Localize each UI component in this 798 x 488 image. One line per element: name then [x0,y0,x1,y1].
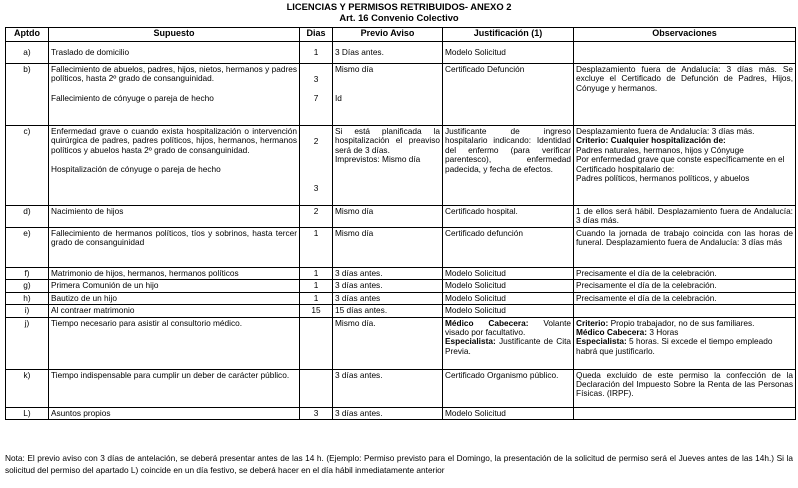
supuesto-cell [49,64,300,126]
header-observaciones: Observaciones [574,28,796,42]
justificacion-line [445,337,571,356]
justificacion-cell: Modelo Solicitud [443,280,574,292]
header-justificacion: Justificación (1) [443,28,574,42]
dias-cell: 1 [300,280,333,292]
supuesto-line: Hospitalización de cónyuge o pareja de hecho [51,164,221,175]
dias-cell [300,369,333,407]
dias-value: 2 [313,136,319,146]
previo-cell: 3 días antes. [333,407,443,419]
dias-value: 3 [313,183,319,194]
dias-cell: 15 [300,305,333,317]
aptdo-cell: i) [6,305,49,317]
aptdo-cell: L) [6,407,49,419]
table-row [6,206,796,228]
aptdo-cell: h) [6,292,49,304]
observaciones-cell: Precisamente el día de la celebración. [574,268,796,280]
observaciones-cell: Precisamente el día de la celebración. [574,292,796,304]
observaciones-criterio: Criterio: Cualquier hospitalización de: [576,135,726,146]
document-title: LICENCIAS Y PERMISOS RETRIBUIDOS- ANEXO 2 [286,1,512,12]
supuesto-cell: Bautizo de un hijo [49,292,300,304]
justificacion-line [445,319,571,338]
previo-cell: Mismo día. [333,317,443,369]
previo-cell: Mismo día [333,206,443,228]
previo-cell: 3 Días antes. [333,42,443,64]
aptdo-cell: b) [6,64,49,126]
previo-cell: 3 días antes. [333,369,443,407]
dias-cell: 1 [300,42,333,64]
previo-cell [333,126,443,206]
observaciones-line: Por enfermedad grave que conste específicamente en el Certificado hospitalario de: [576,154,785,174]
table-header-row [6,28,796,42]
supuesto-cell: Fallecimiento de hermanos políticos, tíos y sobrinos, hasta tercer grado de consanguinidad [49,228,300,268]
justificacion-cell: Modelo Solicitud [443,292,574,304]
observaciones-label: Especialista: [576,336,627,347]
previo-cell: 15 días antes. [333,305,443,317]
observaciones-line: Padres naturales, hermanos, hijos y Cónyuge [576,144,744,155]
dias-value: 7 [313,93,319,104]
dias-value: 3 [313,74,319,84]
justificacion-cell [443,317,574,369]
dias-cell: 3 [300,407,333,419]
aptdo-cell: j) [6,317,49,369]
table-row [6,64,796,126]
supuesto-line: Enfermedad grave o cuando exista hospitalización o intervención quirúrgica de padres, padres políticos, hijos, hermanos, hermanos políticos y abuelos hasta 2º grado de consanguinidad. [51,126,297,155]
header-supuesto: Supuesto [49,28,300,42]
supuesto-cell: Tiempo necesario para asistir al consultorio médico. [49,317,300,369]
document-subtitle: Art. 16 Convenio Colectivo [339,12,459,23]
table-row [6,268,796,280]
supuesto-cell: Tiempo indispensable para cumplir un deber de carácter público. [49,369,300,407]
table-row [6,317,796,369]
observaciones-label: Criterio: [576,317,609,328]
table-row [6,126,796,206]
previo-line: Mismo día [335,64,374,74]
aptdo-cell: d) [6,206,49,228]
observaciones-line: Padres políticos, hermanos políticos, y abuelos [576,173,750,184]
table-row [6,407,796,419]
justificacion-label: Médico Cabecera: [445,317,529,328]
table-row [6,305,796,317]
previo-cell: 3 días antes. [333,268,443,280]
aptdo-cell: k) [6,369,49,407]
dias-cell [300,317,333,369]
observaciones-cell: Queda excluido de este permiso la confección de la Declaración del Impuesto Sobre la Renta de las Personas Físicas. (IRPF). [574,369,796,407]
justificacion-cell: Modelo Solicitud [443,42,574,64]
dias-cell [300,126,333,206]
observaciones-line: Desplazamiento fuera de Andalucía: 3 días más. [576,126,755,136]
observaciones-cell [574,305,796,317]
footnote: Nota: El previo aviso con 3 días de antelación, se deberá presentar antes de las 14 h. (Ejemplo: Permiso previsto para el Domingo, la presentación de la solicitud de permiso será el Jueves antes de las 14h.) Si la solicitud del permiso del apartado L) coincide en un día festivo, se deberá hacer en el día hábil inmediatamente anterior [5,453,793,475]
table-row [6,228,796,268]
previo-line: Si está planificada la hospitalización el preaviso será de 3 días. [335,126,440,155]
permits-table [5,27,796,420]
dias-cell: 1 [300,268,333,280]
table-row [6,42,796,64]
aptdo-cell: f) [6,268,49,280]
observaciones-cell: Cuando la jornada de trabajo coincida con las horas de funeral. Desplazamiento fuera de Andalucía: 3 días más [574,228,796,268]
supuesto-line: Fallecimiento de cónyuge o pareja de hecho [51,92,214,103]
supuesto-cell [49,126,300,206]
aptdo-cell: a) [6,42,49,64]
header-previo-aviso: Previo Aviso [333,28,443,42]
justificacion-cell: Modelo Solicitud [443,407,574,419]
supuesto-cell: Al contraer matrimonio [49,305,300,317]
observaciones-cell [574,317,796,369]
aptdo-cell: c) [6,126,49,206]
justificacion-cell: Certificado Defunción [443,64,574,126]
aptdo-cell: g) [6,280,49,292]
supuesto-cell: Matrimonio de hijos, hermanos, hermanos políticos [49,268,300,280]
table-row [6,280,796,292]
dias-cell: 1 [300,292,333,304]
supuesto-cell: Traslado de domicilio [49,42,300,64]
previo-cell: 3 días antes [333,292,443,304]
table-row [6,369,796,407]
observaciones-cell [574,42,796,64]
dias-cell: 1 [300,228,333,268]
justificacion-label: Especialista: [445,336,496,347]
supuesto-line: Fallecimiento de abuelos, padres, hijos, nietos, hermanos y padres políticos, hasta 2º grado de consanguinidad. [51,64,297,84]
observaciones-text: Propio trabajador, no de sus familiares. [608,317,755,328]
header-dias: Dias [300,28,333,42]
supuesto-cell: Nacimiento de hijos [49,206,300,228]
observaciones-cell [574,407,796,419]
previo-cell: Mismo día [333,228,443,268]
supuesto-cell: Primera Comunión de un hijo [49,280,300,292]
dias-cell: 2 [300,206,333,228]
header-aptdo: Aptdo [6,28,49,42]
previo-line: Imprevistos: Mismo día [335,154,421,165]
aptdo-cell: e) [6,228,49,268]
observaciones-label: Médico Cabecera: [576,327,648,338]
justificacion-cell: Certificado defunción [443,228,574,268]
observaciones-cell [574,126,796,206]
observaciones-line [576,337,793,356]
observaciones-text: 5 horas. Si excede el tiempo empleado habrá que justificarlo. [576,336,773,356]
justificacion-cell: Modelo Solicitud [443,305,574,317]
observaciones-cell: Desplazamiento fuera de Andalucía: 3 días más. Se excluye el Certificado de Defunción de Padres, Hijos, Cónyuge y hermanos. [574,64,796,126]
justificacion-cell: Modelo Solicitud [443,268,574,280]
dias-cell [300,64,333,126]
justificacion-text: Volante visado por facultativo. [445,317,571,338]
justificacion-cell: Certificado Organismo público. [443,369,574,407]
justificacion-cell: Certificado hospital. [443,206,574,228]
previo-line: Id [335,93,342,104]
justificacion-cell: Justificante de ingreso hospitalario indicando: Identidad del enfermo (para verificar parentesco), enfermedad padecida, y fecha de efectos. [443,126,574,206]
supuesto-cell: Asuntos propios [49,407,300,419]
observaciones-cell: Precisamente el día de la celebración. [574,280,796,292]
previo-cell [333,64,443,126]
previo-cell: 3 días antes. [333,280,443,292]
observaciones-text: 3 Horas [647,327,679,338]
observaciones-cell: 1 de ellos será hábil. Desplazamiento fuera de Andalucía: 3 días más. [574,206,796,228]
justificacion-text: Justificante de Cita Previa. [445,336,571,356]
table-row [6,292,796,304]
